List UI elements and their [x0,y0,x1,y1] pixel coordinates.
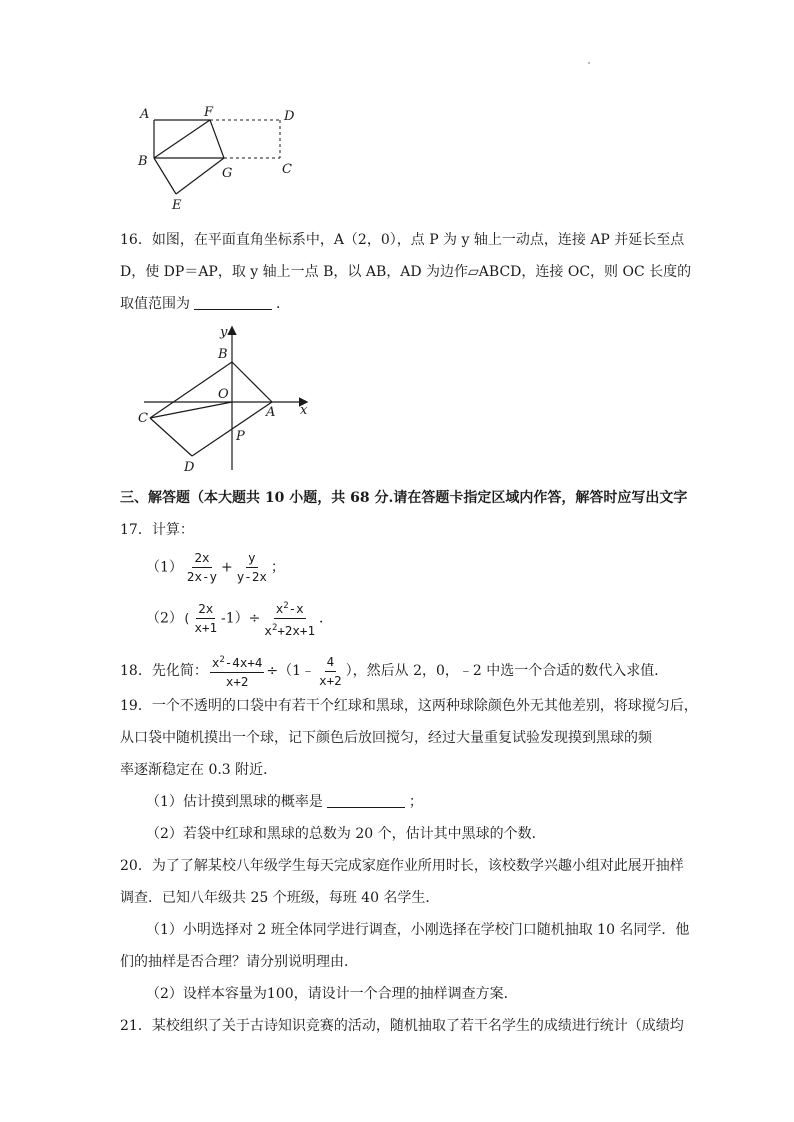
q16-line-1: 16．如图，在平面直角坐标系中，A（2，0），点 P 为 y 轴上一动点，连接 AP 并延长至点 [120,232,685,248]
point-D: D [184,460,195,474]
label-B: B [138,154,148,169]
q20-line-2: 调查．已知八年级共 25 个班级，每班 40 名学生． [120,890,440,906]
answer-blank-16 [194,295,272,310]
q18-fraction-2: $\frac{4}{x+2}$ [319,653,342,688]
q16-line-3-text: 取值范围为 [120,296,190,312]
answer-blank-19 [327,793,405,808]
q18: 18．先化简： $\frac{x^2-4x+4}{x+2}$ ÷（1﹣ $\frac{4}{x+2}$ ），然后从 2，0，﹣2 中选一个合适的数代入求值． [120,653,669,690]
label-G: G [222,166,233,181]
q17-p1-fraction-2: $\frac{y}{y-2x}$ [236,550,267,584]
label-A: A [140,107,150,122]
q17-part-2: （2）( $\frac{2x}{x+1}$ -1）÷ $\frac{x^2-x}{x^2+2x+1}$ ． [146,598,333,639]
label-C: C [282,162,292,177]
q17-title: 17．计算： [120,522,194,538]
point-C: C [138,411,148,426]
q17-p2-fraction-1: $\frac{2x}{x+1}$ [194,601,218,636]
section-3-heading: 三、解答题（本大题共 10 小题，共 68 分.请在答题卡指定区域内作答，解答时应写出文字 [120,490,688,506]
q18-suffix: ），然后从 2，0，﹣2 中选一个合适的数代入求值． [345,663,669,680]
q16-line-2: D，使 DP＝AP，取 y 轴上一点 B，以 AB，AD 为边作▱ABCD，连接 OC，则 OC 长度的 [120,264,692,280]
point-B: B [218,347,228,362]
label-E: E [172,198,182,212]
axis-label-x: x [300,403,308,418]
q21-line-1: 21．某校组织了关于古诗知识竞赛的活动，随机抽取了若干名学生的成绩进行统计（成绩均 [120,1018,684,1034]
q20-part-1-line-2: 们的抽样是否合理？请分别说明理由． [120,954,358,970]
axis-label-y: y [220,325,228,340]
q19-part-1: （1）估计摸到黑球的概率是 ； [146,794,423,810]
q19-line-1: 19．一个不透明的口袋中有若干个红球和黑球，这两种球除颜色外无其他差别，将球搅匀后， [120,698,698,714]
geometry-figure-15 [128,100,318,212]
q18-prefix: 18．先化简： [120,663,208,680]
q17-p1-fraction-1: $\frac{2x}{2x-y}$ [186,550,218,584]
q17-p2-fraction-2: $\frac{x^2-x}{x^2+2x+1}$ [262,598,317,639]
coordinate-figure-16 [134,318,324,474]
q17-part-1: （1） $\frac{2x}{2x-y}$ + $\frac{y}{y-2x}$ ； [146,550,285,584]
q20-line-1: 20．为了了解某校八年级学生每天完成家庭作业所用时长，该校数学兴趣小组对此展开抽样 [120,858,684,874]
point-O: O [218,387,229,402]
label-F: F [204,105,214,120]
q17-p1-operator: + [221,559,233,576]
point-P: P [236,429,245,444]
q16-line-3 [120,294,290,314]
q19-line-3: 率逐渐稳定在 0.3 附近． [120,762,278,778]
q19-line-2: 从口袋中随机摸出一个球，记下颜色后放回搅匀，经过大量重复试验发现摸到黑球的频 [120,730,652,746]
scan-speck [588,62,590,64]
q18-fraction-1: $\frac{x^2-4x+4}{x+2}$ [210,652,265,690]
q17-p1-label: （1） [146,559,183,576]
point-A: A [266,405,276,420]
q20-part-2: （2）设样本容量为100，请设计一个合理的抽样调查方案． [146,986,518,1002]
q19-part-2: （2）若袋中红球和黑球的总数为 20 个，估计其中黑球的个数． [146,826,546,842]
q17-p2-label: （2） [146,610,183,627]
q16-line-3-end: ． [276,296,290,312]
label-D: D [284,109,295,124]
q20-part-1-line-1: （1）小明选择对 2 班全体同学进行调查，小刚选择在学校门口随机抽取 10 名同学．他 [146,922,690,938]
